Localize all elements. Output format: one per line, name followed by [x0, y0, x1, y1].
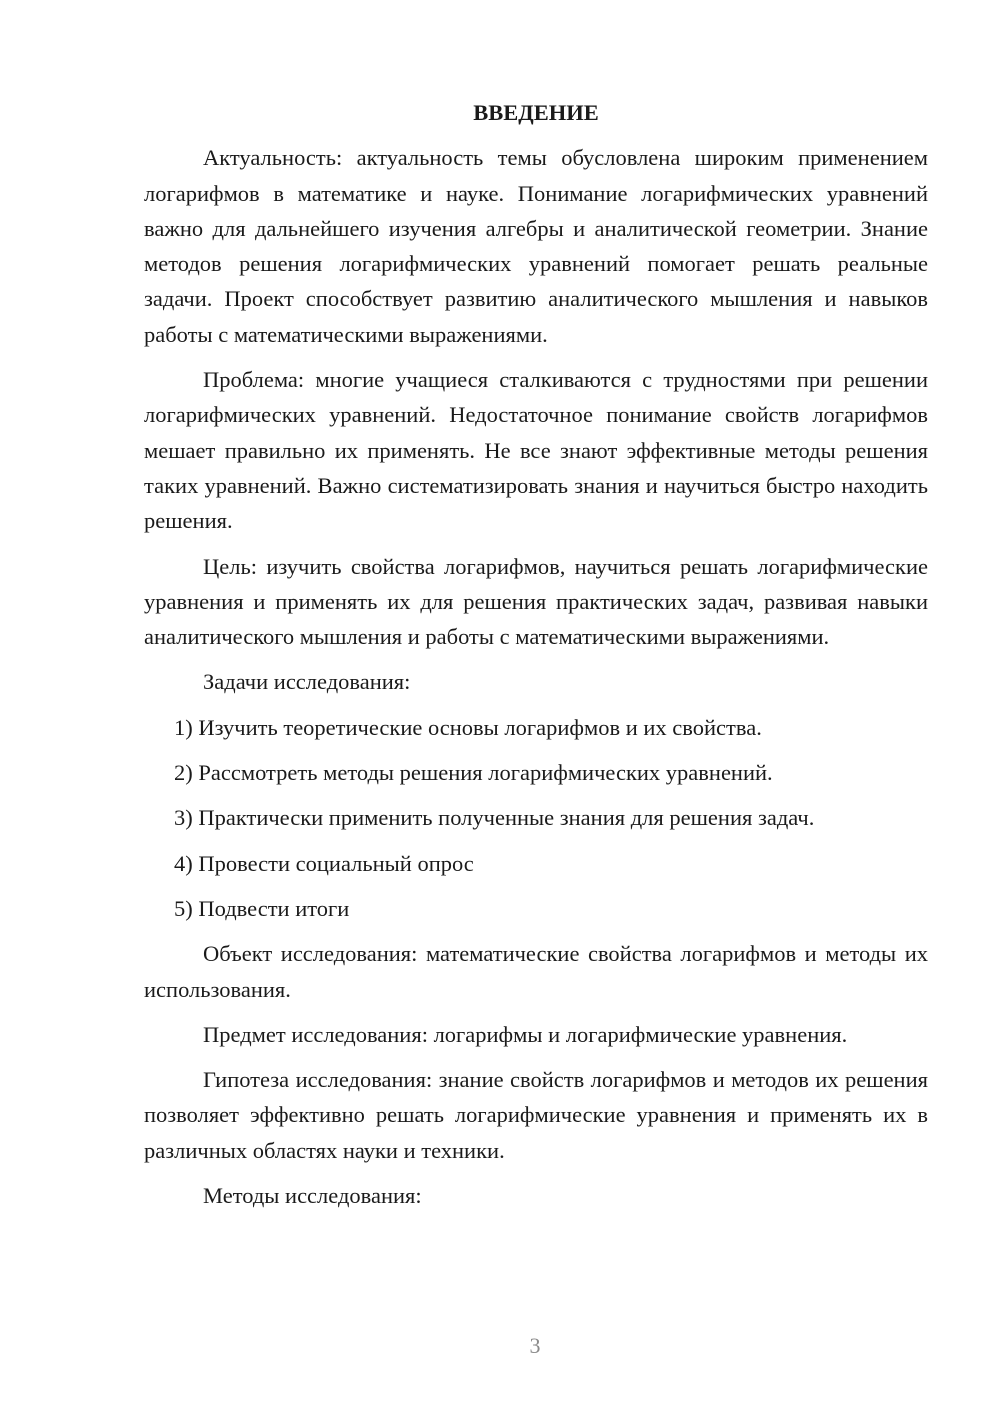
section-title: ВВЕДЕНИЕ — [473, 100, 599, 125]
hypothesis-paragraph: Гипотеза исследования: знание свойств логарифмов и методов их решения позволяет эффективно решать логарифмические уравнения и применять их в различных областях науки и техники. — [144, 1067, 928, 1163]
methods-heading: Методы исследования: — [203, 1183, 422, 1209]
list-item: 4) Провести социальный опрос — [174, 850, 474, 876]
relevance-paragraph: Актуальность: актуальность темы обусловлена широким применением логарифмов в математике и науке. Понимание логарифмических уравнений важно для дальнейшего изучения алгебры и аналитической геометрии. Знание методов решения логарифмических уравнений помогает решать реальные задачи. Проект способствует развитию аналитического мышления и навыков работы с математическими выражениями. — [144, 145, 928, 347]
page-number: 3 — [529, 1333, 541, 1358]
object-paragraph: Объект исследования: математические свойства логарифмов и методы их использования. — [144, 941, 928, 1002]
list-item: 2) Рассмотреть методы решения логарифмических уравнений. — [174, 760, 773, 786]
list-item: 3) Практически применить полученные знания для решения задач. — [174, 805, 815, 831]
tasks-list — [144, 710, 928, 926]
tasks-heading: Задачи исследования: — [203, 669, 411, 695]
problem-paragraph: Проблема: многие учащиеся сталкиваются с трудностями при решении логарифмических уравнений. Недостаточное понимание свойств логарифмов мешает правильно их применять. Не все знают эффективные методы решения таких уравнений. Важно систематизировать знания и научиться быстро находить решения. — [144, 367, 928, 534]
page-content — [144, 95, 928, 1223]
list-item: 5) Подвести итоги — [174, 895, 350, 921]
goal-paragraph: Цель: изучить свойства логарифмов, научиться решать логарифмические уравнения и применять их для решения практических задач, развивая навыки аналитического мышления и работы с математическими выражениями. — [144, 553, 928, 650]
subject-paragraph: Предмет исследования: логарифмы и логарифмические уравнения. — [203, 1021, 848, 1047]
list-item: 1) Изучить теоретические основы логарифмов и их свойства. — [174, 714, 762, 740]
